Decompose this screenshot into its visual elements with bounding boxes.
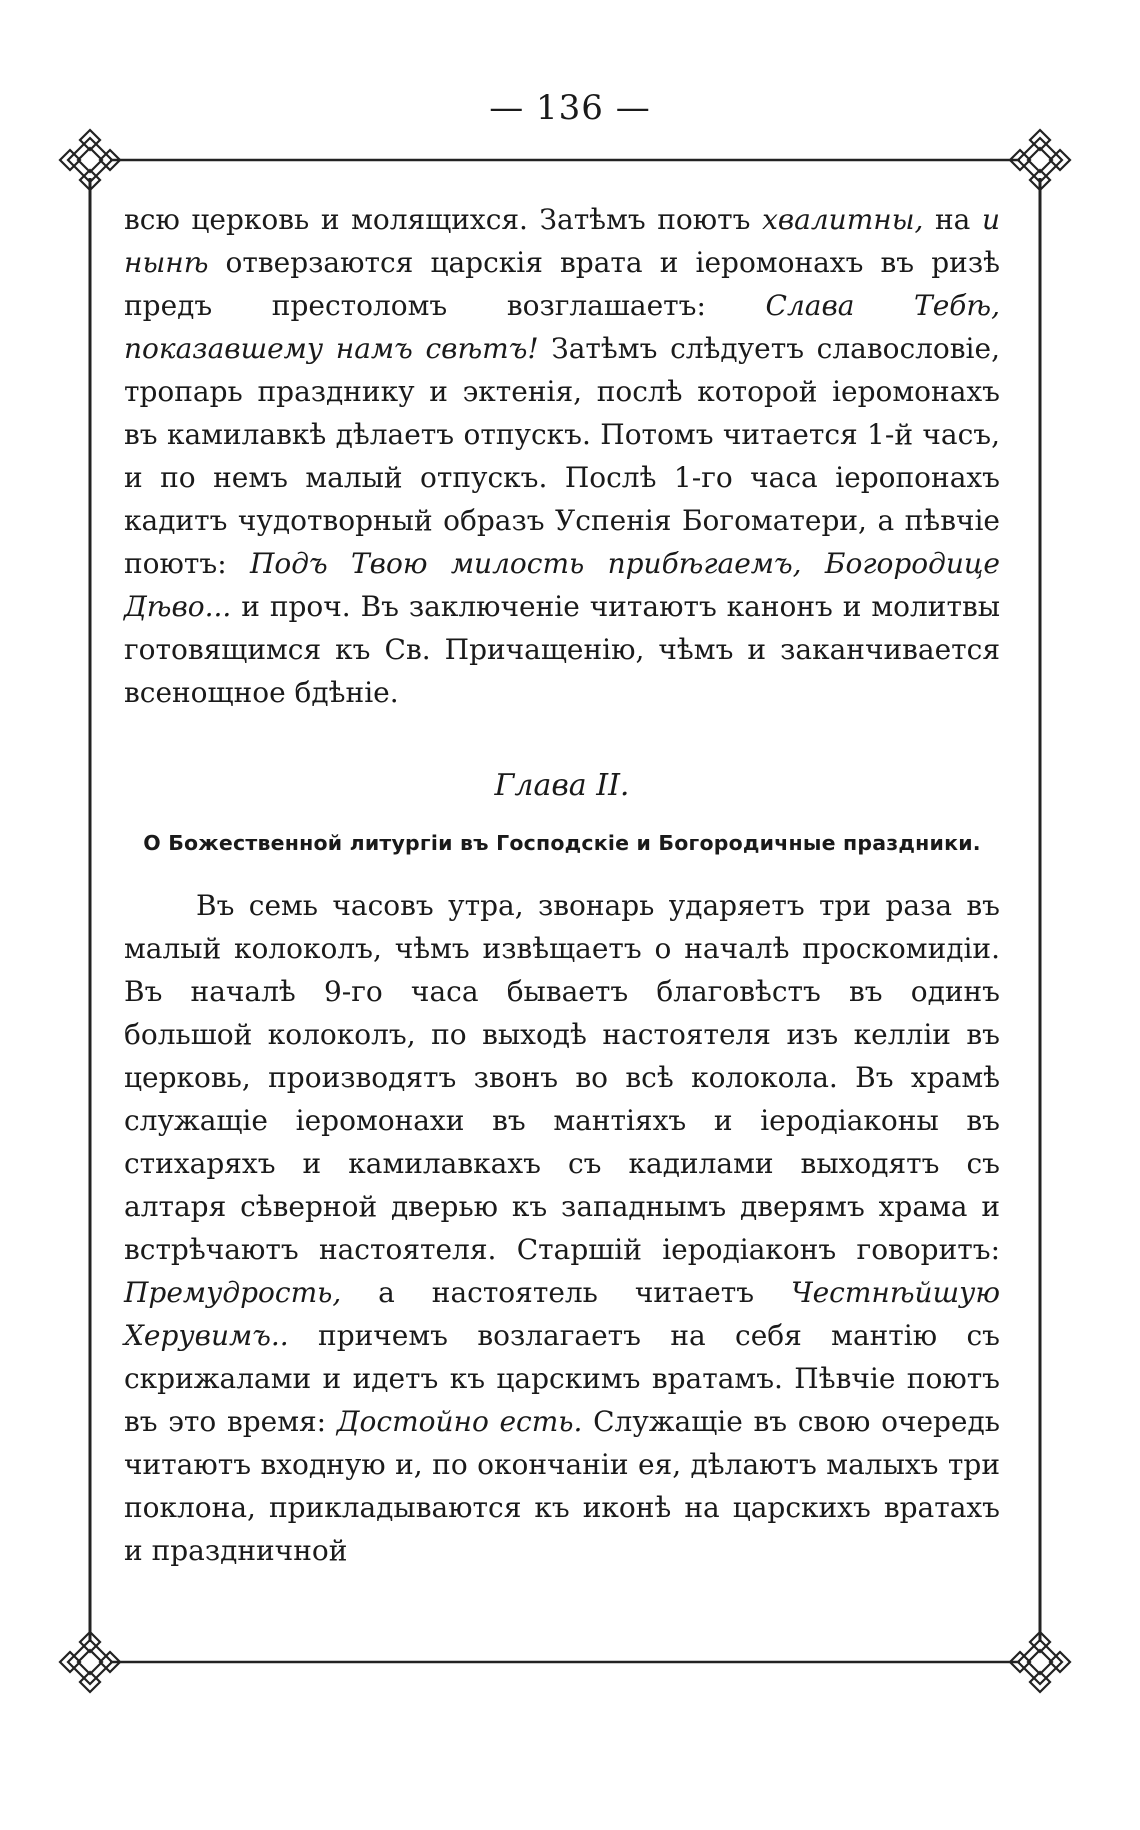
text-run: а настоятель читаетъ — [341, 1276, 791, 1309]
page-content — [124, 198, 1000, 1572]
italic-run: Достойно есть. — [336, 1405, 583, 1438]
text-run: Служащіе въ свою очередь читаютъ входную и, по окончаніи ея, дѣлаютъ малыхъ три поклона, прикладываются къ иконѣ на царскихъ вратахъ и праздничной — [124, 1405, 1000, 1567]
corner-ornament-top-left — [60, 130, 120, 190]
text-run: и проч. Въ заключеніе читаютъ канонъ и молитвы готовящимся къ Св. Причащенію, чѣмъ и заканчивается всенощное бдѣніе. — [124, 590, 1000, 709]
text-run: Затѣмъ слѣдуетъ славословіе, тропарь празднику и эктенія, послѣ которой іеромонахъ въ камилавкѣ дѣлаетъ отпускъ. Потомъ читается 1-й часъ, и по немъ малый отпускъ. Послѣ 1-го часа іеропонахъ кадитъ чудотворный образъ Успенія Богоматери, а пѣвчіе поютъ: — [124, 332, 1000, 580]
italic-run: и нынѣ — [124, 203, 1000, 279]
text-run: Въ семь часовъ утра, звонарь ударяетъ три раза въ малый колоколъ, чѣмъ извѣщаетъ о началѣ проскомидіи. Въ началѣ 9-го часа бываетъ благовѣстъ въ одинъ большой колоколъ, по выходѣ настоятеля изъ келліи въ церковь, производятъ звонъ во всѣ колокола. Въ храмѣ служащіе іеромонахи въ мантіяхъ и іеродіаконы въ стихаряхъ и камилавкахъ съ кадилами выходятъ съ алтаря сѣверной дверью къ западнымъ дверямъ храма и встрѣчаютъ настоятеля. Старшій іеродіаконъ говоритъ: — [124, 889, 1000, 1266]
chapter-subtitle: О Божественной литургіи въ Господскіе и Богородичные праздники. — [143, 831, 981, 855]
text-run: всю церковь и молящихся. Затѣмъ поютъ — [124, 203, 763, 236]
text-run: отверзаются царскія врата и іеромонахъ въ ризѣ предъ престоломъ возглашаетъ: — [124, 246, 1000, 322]
corner-ornament-bottom-right — [1010, 1632, 1070, 1692]
italic-run: Премудрость, — [124, 1276, 342, 1309]
italic-run: Подъ Твою милость прибѣгаемъ, Богородице Дѣво... — [124, 547, 1000, 623]
italic-run: хвалитны, — [762, 203, 924, 236]
text-run: на — [923, 203, 982, 236]
paragraph-vigil-ending — [124, 198, 1000, 714]
chapter-title: Глава II. — [494, 768, 630, 803]
italic-run: Честнѣйшую Херувимъ.. — [124, 1276, 1000, 1352]
text-run: причемъ возлагаетъ на себя мантію съ скрижалами и идетъ къ царскимъ вратамъ. Пѣвчіе поютъ въ это время: — [124, 1319, 1000, 1438]
italic-run: Слава Тебѣ, показавшему намъ свѣтъ! — [124, 289, 1000, 365]
paragraph-liturgy — [124, 884, 1000, 1572]
corner-ornament-top-right — [1010, 130, 1070, 190]
corner-ornament-bottom-left — [60, 1632, 120, 1692]
page-number: — 136 — — [489, 88, 651, 128]
